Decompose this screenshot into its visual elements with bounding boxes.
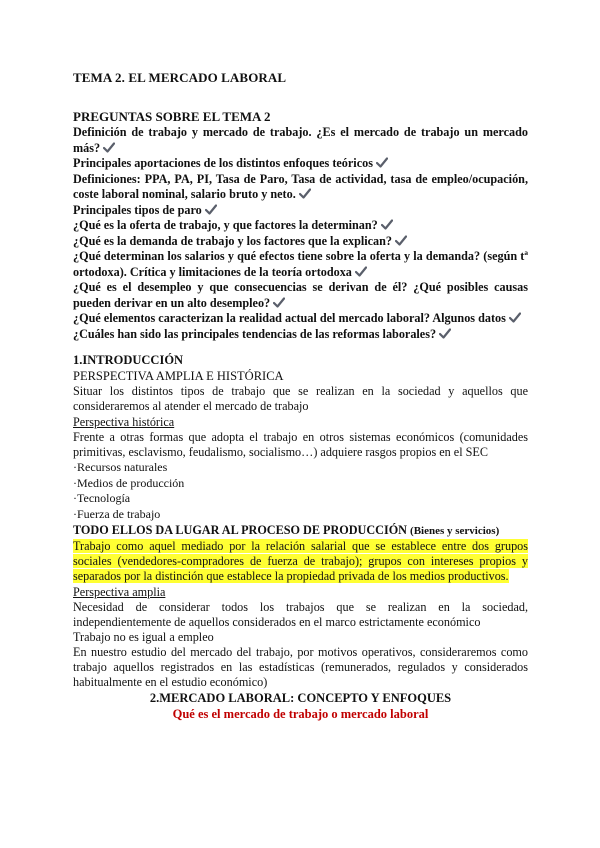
list-item: ·Tecnología: [73, 491, 131, 505]
study-scope-text: En nuestro estudio del mercado del trabajo, por motivos operativos, consideraremos como trabajo aquellos registrados en las estadísticas (remunerados, regulados y considerados habitualmente en el estudio económico): [73, 645, 528, 689]
section2-subheading: Qué es el mercado de trabajo o mercado laboral: [172, 707, 429, 721]
historic-perspective-text: Frente a otras formas que adopta el trabajo en otros sistemas económicos (comunidades primitivas, esclavismo, feudalismo, socialismo…) adquiere rasgos propios en el SEC: [73, 430, 528, 459]
checkmark-icon: [509, 312, 521, 323]
broad-perspective-text: Necesidad de considerar todos los trabajos que se realizan en la sociedad, independientemente de aquellos considerados en el marco estrictamente económico: [73, 600, 528, 629]
list-item: ·Medios de producción: [73, 475, 185, 490]
question-item: Definiciones: PPA, PA, PI, Tasa de Paro, Tasa de actividad, tasa de empleo/ocupación, coste laboral nominal, salario bruto y neto.: [73, 171, 528, 201]
highlight-text: Trabajo como aquel mediado por la relación salarial que se establece entre dos grupos sociales (vendedores-compradores de fuerza de trabajo); grupos con intereses propios y separados por la distinción que establece la propiedad privada de los medios productivos.: [73, 539, 528, 583]
list-item: ·Fuerza de trabajo: [73, 506, 161, 521]
checkmark-icon: [299, 188, 311, 199]
question-item: ¿Qué elementos caracterizan la realidad actual del mercado laboral? Algunos datos: [73, 311, 528, 327]
checkmark-icon: [439, 328, 451, 339]
section2-heading: 2.MERCADO LABORAL: CONCEPTO Y ENFOQUES: [149, 691, 452, 705]
question-item: Principales tipos de paro: [73, 203, 528, 219]
question-item: ¿Qué es el desempleo y que consecuencias se derivan de él? ¿Qué posibles causas pueden derivar en un alto desempleo?: [73, 280, 528, 310]
section1-subheading: PERSPECTIVA AMPLIA E HISTÓRICA: [73, 369, 284, 383]
checkmark-icon: [205, 204, 217, 215]
checkmark-icon: [103, 142, 115, 153]
checkmark-icon: [395, 235, 407, 246]
highlighted-definition: [73, 539, 528, 584]
section1-intro: Situar los distintos tipos de trabajo que se realizan en la sociedad y aquellos que consideraremos al atender el mercado de trabajo: [73, 384, 528, 413]
checkmark-icon: [355, 266, 367, 277]
checkmark-icon: [273, 297, 285, 308]
broad-perspective-title: Perspectiva amplia: [73, 585, 166, 599]
document-title: TEMA 2. EL MERCADO LABORAL: [73, 70, 287, 85]
question-item: ¿Cuáles han sido las principales tendencias de las reformas laborales?: [73, 327, 528, 343]
question-item: ¿Qué es la demanda de trabajo y los factores que la explican?: [73, 234, 528, 250]
section1-heading: 1.INTRODUCCIÓN: [73, 353, 184, 367]
question-item: Principales aportaciones de los distintos enfoques teóricos: [73, 156, 528, 172]
questions-list: [73, 125, 528, 342]
production-process-line: TODO ELLOS DA LUGAR AL PROCESO DE PRODUCCIÓN (Bienes y servicios): [73, 523, 500, 537]
work-not-employment: Trabajo no es igual a empleo: [73, 630, 214, 644]
questions-heading: PREGUNTAS SOBRE EL TEMA 2: [73, 109, 271, 124]
question-item: Definición de trabajo y mercado de trabajo. ¿Es el mercado de trabajo un mercado más?: [73, 125, 528, 155]
question-item: ¿Qué es la oferta de trabajo, y que factores la determinan?: [73, 218, 528, 234]
historic-perspective-title: Perspectiva histórica: [73, 415, 175, 429]
production-factors-list: [73, 460, 528, 522]
question-item: ¿Qué determinan los salarios y qué efectos tiene sobre la oferta y la demanda? (según tª ortodoxa). Crítica y limitaciones de la teoría ortodoxa: [73, 249, 528, 279]
list-item: ·Recursos naturales: [73, 460, 168, 474]
checkmark-icon: [381, 219, 393, 230]
checkmark-icon: [376, 157, 388, 168]
